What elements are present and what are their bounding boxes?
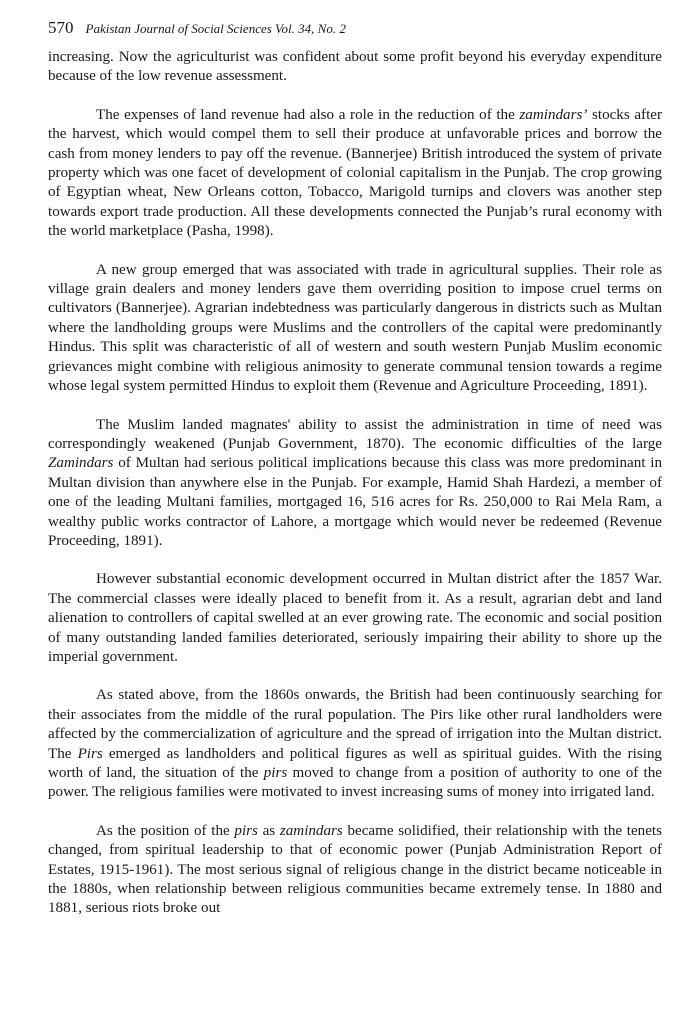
paragraph: [48, 48, 662, 87]
paragraph: [48, 416, 662, 552]
paragraph: [48, 686, 662, 802]
italic-term: Zamindars: [48, 455, 114, 472]
paragraph: [48, 261, 662, 397]
body-text: [48, 48, 662, 919]
italic-term: zamindars: [279, 822, 343, 839]
text-segment: stocks after the harvest, which would compel them to sell their produce at unfavorable prices and borrow the cash from money lenders to pay off the revenue. (Bannerjee) British introduced the system of private property which was one facet of development of colonial capitalism in the Punjab. The crop growing of Egyptian wheat, New Orleans cotton, Tobacco, Marigold turnips and clovers was another step towards export trade production. All these developments connected the Punjab’s rural economy with the world marketplace (Pasha, 1998).: [48, 106, 662, 240]
text-segment: The Muslim landed magnates' ability to assist the administration in time of need was correspondingly weakened (Punjab Government, 1870). The economic difficulties of the large: [48, 416, 662, 452]
text-segment: The expenses of land revenue had also a role in the reduction of the: [96, 106, 520, 123]
text-segment: However substantial economic development occurred in Multan district after the 1857 War. The commercial classes were ideally placed to benefit from it. As a result, agrarian debt and land alienation to controllers of capital swelled at an ever growing rate. The economic and social position of many outstanding landed families deteriorated, seriously impairing their ability to shore up the imperial government.: [48, 571, 662, 665]
page-number: 570: [48, 18, 74, 37]
paragraph: [48, 570, 662, 667]
text-segment: As stated above, from the 1860s onwards, the British had been continuously searching for their associates from the middle of the rural population. The Pirs like other rural landholders were affected by the commercialization of agriculture and the spread of irrigation into the Multan district. The: [48, 687, 662, 762]
text-segment: became solidified, their relationship with the tenets changed, from spiritual leadership to that of economic power (Punjab Administration Report of Estates, 1915-1961). The most serious signal of religious change in the district became noticeable in the 1880s, when relationship between religious communities became extremely tense. In 1880 and 1881, serious riots broke out: [48, 822, 662, 917]
paragraph: [48, 106, 662, 242]
italic-term: zamindars’: [519, 106, 588, 123]
page: [48, 18, 662, 938]
text-segment: moved to change from a position of authority to one of the power. The religious families were motivated to invest increasing sums of money into irrigated land.: [48, 765, 662, 801]
text-segment: increasing. Now the agriculturist was confident about some profit beyond his everyday expenditure because of the low revenue assessment.: [48, 49, 662, 85]
italic-term: Pirs: [77, 745, 103, 762]
text-segment: as: [257, 822, 280, 839]
journal-title: Pakistan Journal of Social Sciences Vol. 34, No. 2: [85, 21, 346, 36]
italic-term: pirs: [263, 765, 288, 781]
text-segment: of Multan had serious political implications because this class was more predominant in Multan division than anywhere else in the Punjab. For example, Hamid Shah Hardezi, a member of one of the leading Multani families, mortgaged 16, 516 acres for Rs. 250,000 to Rai Mela Ram, a wealthy public works contractor of Lahore, a mortgage which would never be redeemed (Revenue Proceeding, 1891).: [48, 455, 662, 549]
text-segment: As the position of the: [96, 822, 235, 839]
text-segment: emerged as landholders and political figures as well as spiritual guides. With the rising worth of land, the situation of the: [48, 745, 662, 781]
italic-term: pirs: [234, 822, 258, 839]
text-segment: A new group emerged that was associated with trade in agricultural supplies. Their role as village grain dealers and money lenders gave them overriding position to impose cruel terms on cultivators (Bannerjee). Agrarian indebtedness was particularly dangerous in districts such as Multan where the landholding groups were Muslims and the controllers of the capital were predominantly Hindus. This split was characteristic of all of western and south western Punjab Muslim economic grievances might combine with religious animosity to generate communal tension towards a regime whose legal system permitted Hindus to exploit them (Revenue and Agriculture Proceeding, 1891).: [48, 261, 662, 395]
paragraph: [48, 822, 662, 919]
running-head: [48, 18, 662, 42]
